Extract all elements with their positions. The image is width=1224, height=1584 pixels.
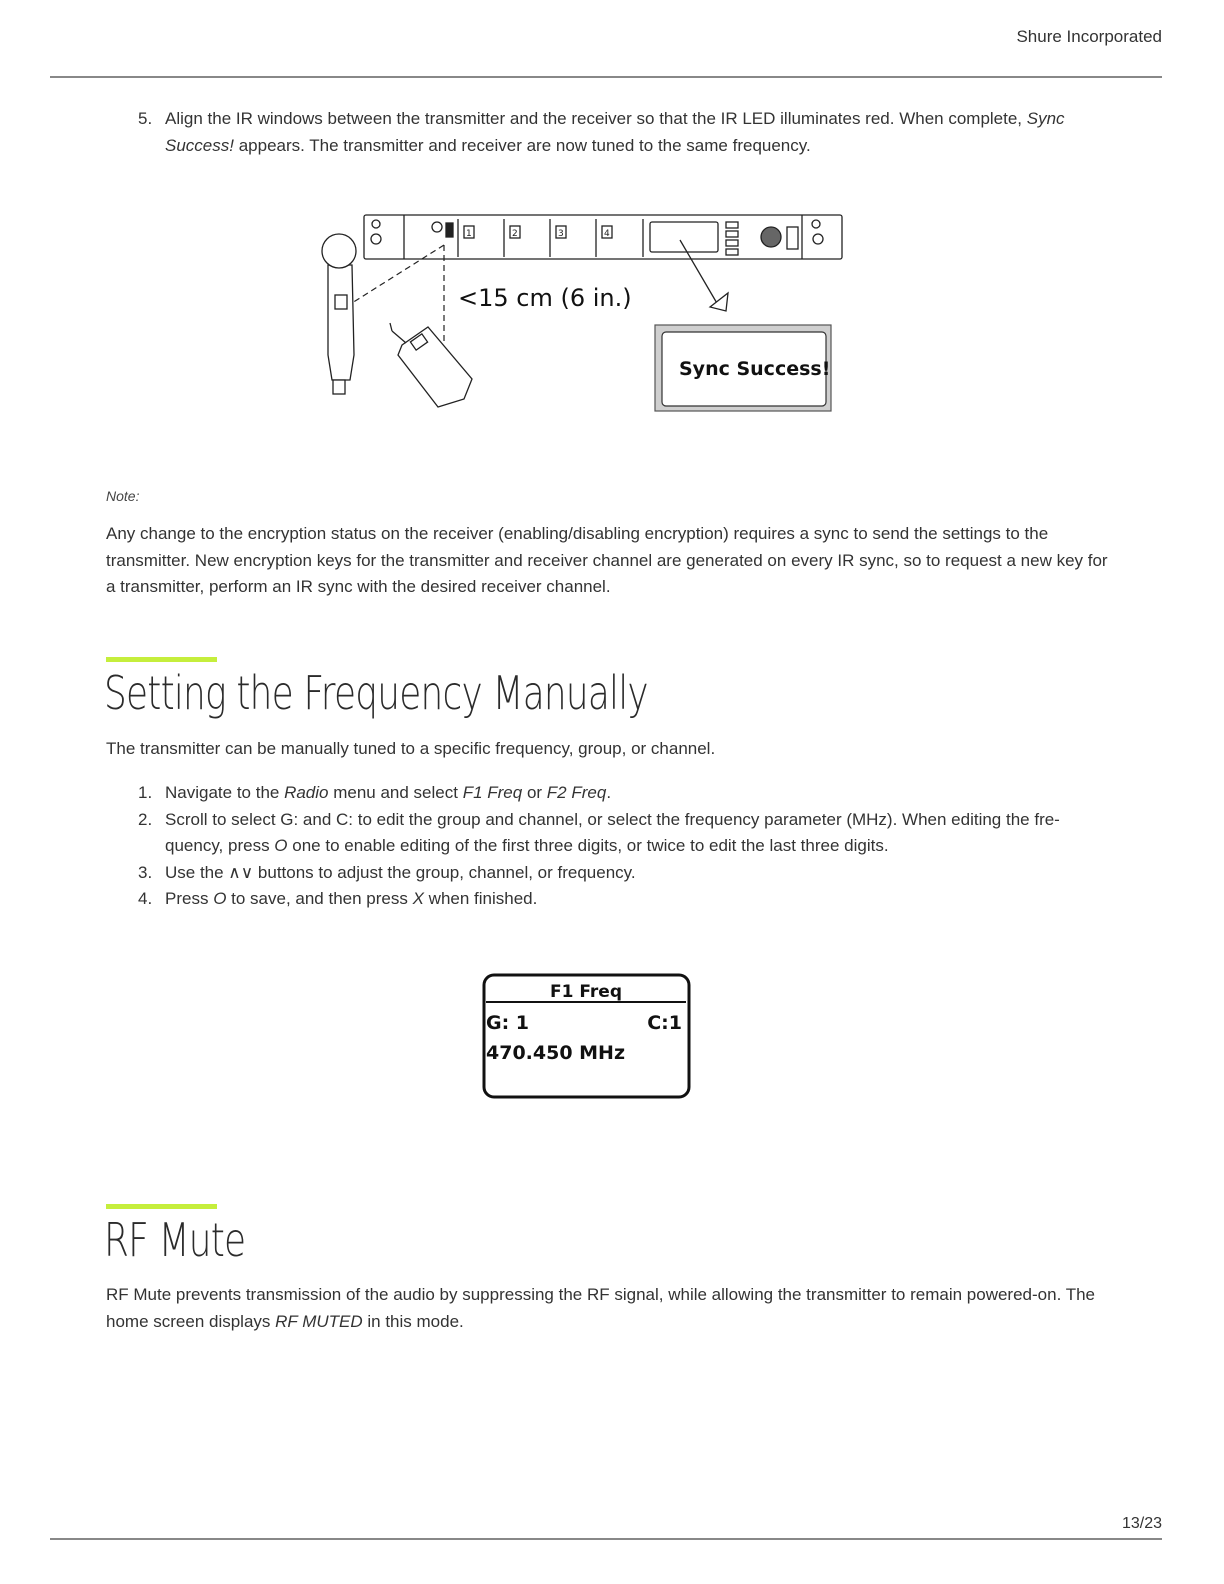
step-text: . — [606, 783, 612, 802]
step-number: 4. — [138, 889, 153, 908]
step-number: 2. — [138, 809, 153, 829]
lcd-channel: C:1 — [647, 1012, 682, 1034]
section-title-frequency: Setting the Frequency Manually — [104, 666, 648, 720]
rf-mute-text-part: RF Mute prevents transmission of the audio by suppressing the RF signal, while allowing the transmitter to remain powered-on. The home screen displays — [106, 1285, 1095, 1331]
handheld-transmitter-icon — [322, 234, 356, 394]
step-text: Scroll to select G: and C: to edit the group and channel, or select the frequency parameter (MHz). When editing the fre- — [165, 809, 1060, 829]
sync-step-list — [106, 106, 1106, 159]
rf-mute-text — [106, 1282, 1116, 1335]
lcd-frequency: 470.450 MHz — [486, 1042, 626, 1064]
page-number: 13/23 — [1121, 1515, 1162, 1532]
step-number: 1. — [138, 783, 153, 802]
step-text: or — [522, 783, 547, 802]
step-text: menu and select — [328, 783, 463, 802]
ir-sync-illustration — [310, 205, 855, 425]
lcd-frequency-screen — [480, 972, 692, 1102]
step-emphasis: O — [274, 836, 288, 855]
section-accent-bar — [106, 1204, 217, 1209]
list-item — [106, 106, 1106, 159]
rf-mute-text-part: in this mode. — [362, 1311, 464, 1331]
channel-numbers — [466, 229, 610, 239]
step-text: Navigate to the — [165, 783, 285, 802]
lcd-title: F1 Freq — [550, 982, 622, 1002]
frequency-step-list — [106, 780, 1116, 913]
step-text: one to enable editing of the first three digits, or twice to edit the last three digits. — [287, 836, 889, 855]
sync-screen-zoom — [655, 325, 831, 411]
svg-text:2: 2 — [512, 229, 518, 239]
step-text: appears. The transmitter and receiver are now tuned to the same frequency. — [233, 135, 811, 155]
svg-text:3: 3 — [558, 229, 564, 239]
note-label: Note: — [106, 488, 140, 504]
bodypack-transmitter-icon — [390, 323, 472, 407]
pointer-arrow-icon — [680, 240, 728, 311]
header-divider — [50, 76, 1162, 78]
step-emphasis: O — [213, 889, 227, 908]
step-emphasis: F1 Freq — [462, 783, 523, 802]
step-text: to save, and then press — [226, 889, 413, 908]
list-item — [106, 860, 1116, 887]
note-text: Any change to the encryption status on the receiver (enabling/disabling encryption) requires a sync to send the settings to the transmitter. New encryption keys for the transmitter and receiver channel are generated on every IR sync, so to request a new key for a transmitter, perform an IR sync with the desired receiver channel. — [106, 524, 1108, 596]
step-text: when finished. — [423, 889, 538, 908]
step-emphasis: Radio — [284, 783, 329, 802]
step-emphasis: F2 Freq — [546, 783, 607, 802]
rf-muted-emphasis: RF MUTED — [275, 1311, 363, 1331]
step-text: quency, press — [165, 836, 275, 855]
section-accent-bar — [106, 657, 217, 662]
footer-divider — [50, 1538, 1162, 1540]
step-text: Use the ∧∨ buttons to adjust the group, channel, or frequency. — [165, 862, 636, 882]
step-emphasis: X — [412, 889, 424, 908]
step-emphasis: Sync Success! — [165, 109, 1065, 155]
section-title-rf-mute: RF Mute — [104, 1213, 246, 1267]
step-text: Align the IR windows between the transmitter and the receiver so that the IR LED illuminates red. When complete, — [165, 109, 1027, 128]
svg-text:4: 4 — [604, 229, 610, 239]
header-company-name: Shure Incorporated — [1016, 27, 1162, 46]
step-number: 5. — [138, 109, 153, 128]
svg-text:1: 1 — [466, 229, 472, 239]
sync-success-message: Sync Success! — [679, 358, 831, 380]
section-intro: The transmitter can be manually tuned to a specific frequency, group, or channel. — [106, 739, 716, 758]
step-number: 3. — [138, 862, 153, 882]
distance-label: <15 cm (6 in.) — [458, 284, 632, 312]
lcd-group: G: 1 — [486, 1012, 530, 1034]
step-text: Press — [165, 889, 214, 908]
list-item — [106, 807, 1116, 860]
list-item — [106, 780, 1116, 807]
receiver-unit — [364, 215, 842, 259]
list-item — [106, 886, 1116, 913]
